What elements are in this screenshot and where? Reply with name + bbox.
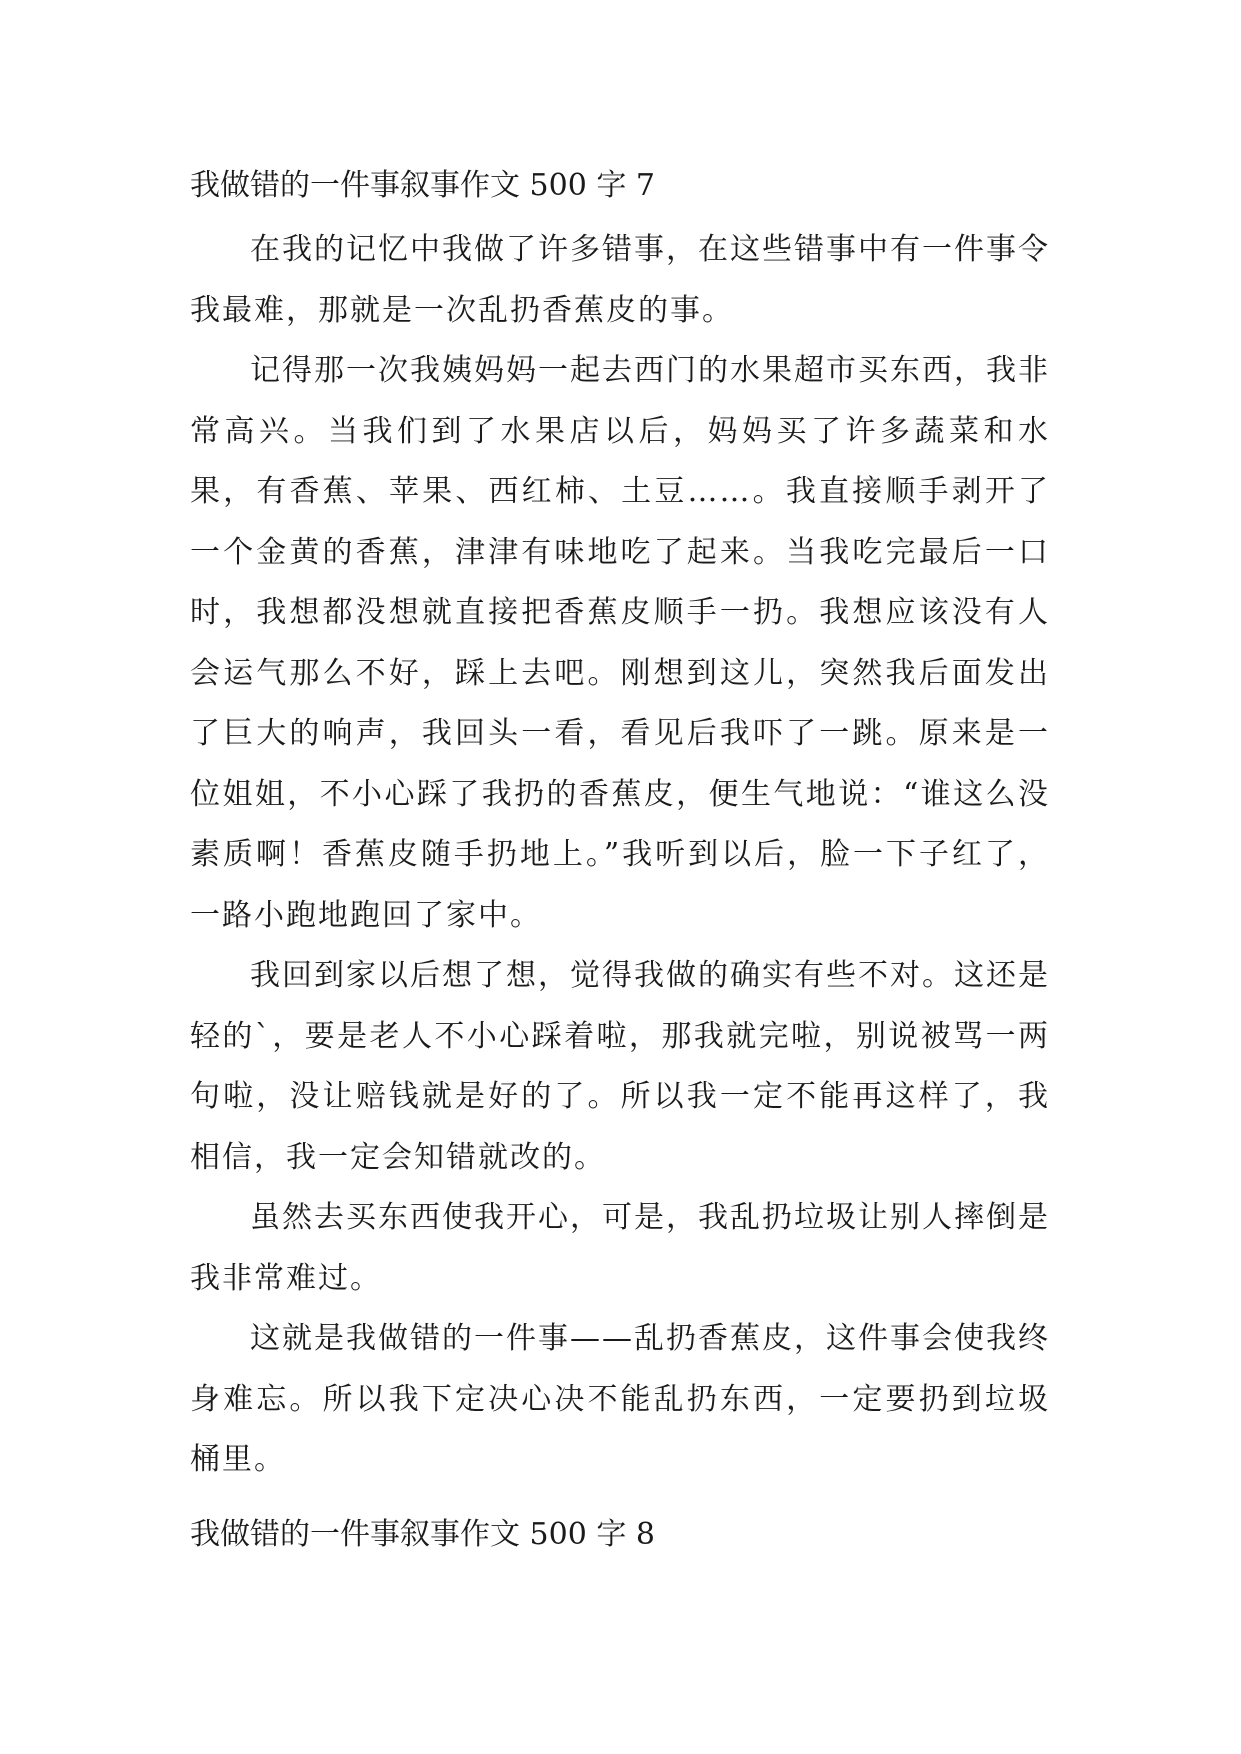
essay-body <box>190 220 1050 1491</box>
section-title-7: 我做错的一件事叙事作文 500 字 7 <box>190 168 655 203</box>
paragraph-5: 这就是我做错的一件事——乱扔香蕉皮，这件事会使我终身难忘。所以我下定决心决不能乱扔东西，一定要扔到垃圾桶里。 <box>190 1321 1050 1477</box>
paragraph-3: 我回到家以后想了想，觉得我做的确实有些不对。这还是轻的`，要是老人不小心踩着啦，那我就完啦，别说被骂一两句啦，没让赔钱就是好的了。所以我一定不能再这样了，我相信，我一定会知错就改的。 <box>190 958 1050 1175</box>
section-title-8: 我做错的一件事叙事作文 500 字 8 <box>190 1517 655 1552</box>
paragraph-1: 在我的记忆中我做了许多错事，在这些错事中有一件事令我最难，那就是一次乱扔香蕉皮的事。 <box>190 232 1050 328</box>
paragraph-4: 虽然去买东西使我开心，可是，我乱扔垃圾让别人摔倒是我非常难过。 <box>190 1200 1050 1296</box>
paragraph-2: 记得那一次我姨妈妈一起去西门的水果超市买东西，我非常高兴。当我们到了水果店以后，妈妈买了许多蔬菜和水果，有香蕉、苹果、西红柿、土豆……。我直接顺手剥开了一个金黄的香蕉，津津有味地吃了起来。当我吃完最后一口时，我想都没想就直接把香蕉皮顺手一扔。我想应该没有人会运气那么不好，踩上去吧。刚想到这儿，突然我后面发出了巨大的响声，我回头一看，看见后我吓了一跳。原来是一位姐姐，不小心踩了我扔的香蕉皮，便生气地说：“谁这么没素质啊！香蕉皮随手扔地上。”我听到以后，脸一下子红了，一路小跑地跑回了家中。 <box>190 353 1050 933</box>
